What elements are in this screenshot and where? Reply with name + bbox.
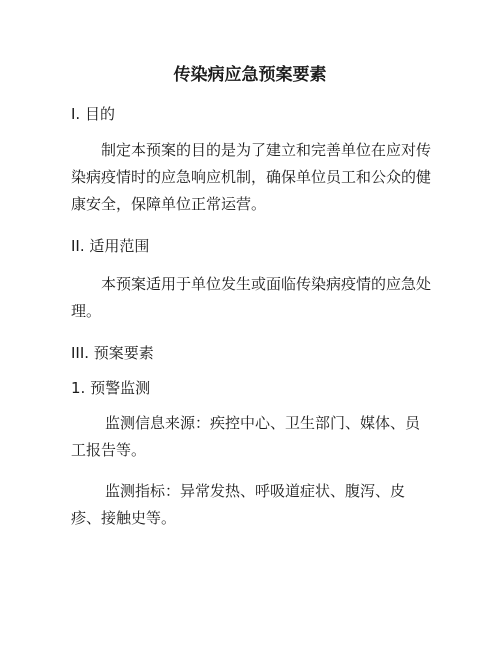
section-body-scope: 本预案适用于单位发生或面临传染病疫情的应急处理。: [71, 275, 432, 320]
section-heading-elements: III. 预案要素: [71, 344, 154, 362]
section-heading-purpose: I. 目的: [71, 105, 115, 123]
section-body-purpose: 制定本预案的目的是为了建立和完善单位在应对传染病疫情时的应急响应机制，确保单位员工和公众的健康安全，保障单位正常运营。: [71, 141, 432, 213]
monitoring-sources-paragraph: 监测信息来源：疾控中心、卫生部门、媒体、员工报告等。: [71, 414, 421, 459]
subsection-heading-monitoring: 1. 预警监测: [71, 379, 151, 397]
section-heading-scope: II. 适用范围: [71, 237, 150, 255]
monitoring-indicators-paragraph: 监测指标：异常发热、呼吸道症状、腹泻、皮疹、接触史等。: [71, 482, 406, 527]
document-title: 传染病应急预案要素: [173, 65, 327, 85]
